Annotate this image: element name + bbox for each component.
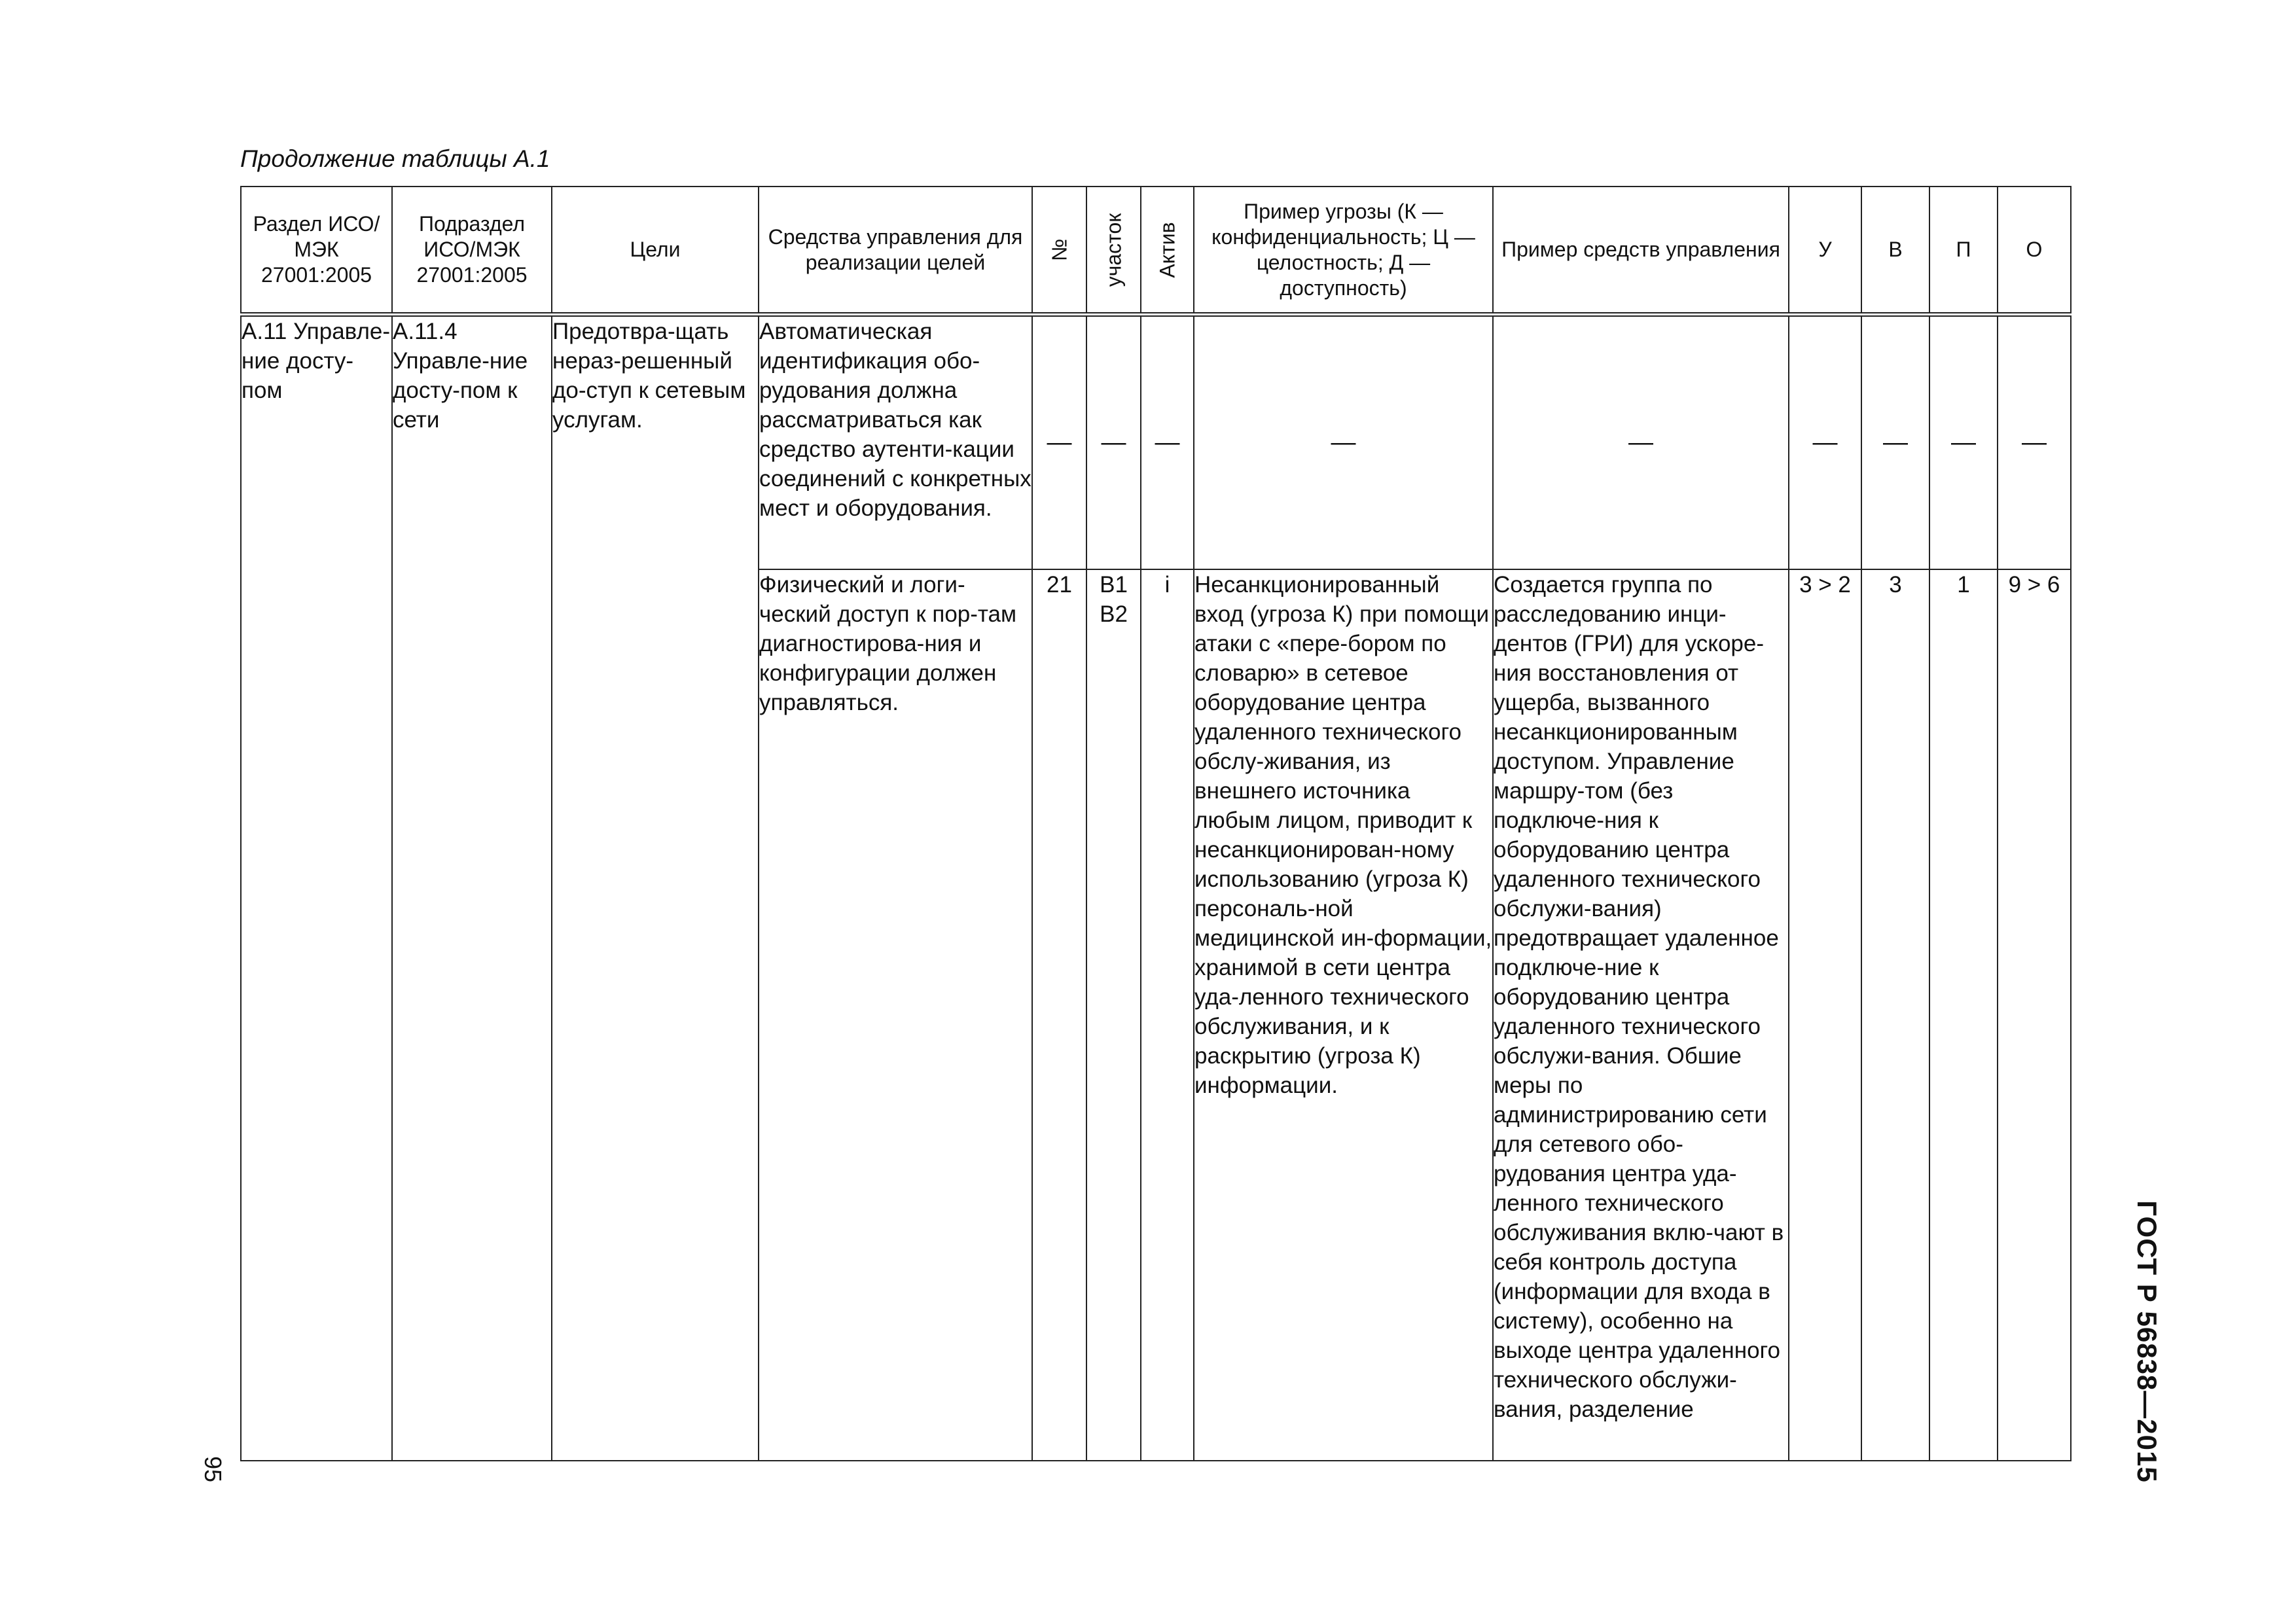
page-number: 95 — [200, 1455, 226, 1483]
header-goals: Цели — [552, 187, 759, 315]
goals-cell: Предотвра-щать нераз-решенный до-ступ к сетевым услугам. — [552, 315, 759, 1461]
table-row — [241, 315, 2071, 570]
header-v: В — [1861, 187, 1929, 315]
header-asset: Актив — [1141, 187, 1194, 315]
u-cell: — — [1789, 315, 1861, 570]
threat-table — [240, 186, 2072, 1461]
header-row — [241, 187, 2071, 315]
p-cell: 1 — [1929, 569, 1998, 1461]
o-cell: — — [1998, 315, 2071, 570]
asset-cell: i — [1141, 569, 1194, 1461]
p-cell: — — [1929, 315, 1998, 570]
header-control-example: Пример средств управления — [1493, 187, 1789, 315]
site-cell: В1 В2 — [1086, 569, 1141, 1461]
number-cell: — — [1032, 315, 1086, 570]
control-example-cell: — — [1493, 315, 1789, 570]
document-code: ГОСТ Р 56838—2015 — [2132, 1200, 2162, 1483]
o-cell: 9 > 6 — [1998, 569, 2071, 1461]
controls-cell: Физический и логи-ческий доступ к пор-там диагностирова-ния и конфигурации должен управляться. — [759, 569, 1032, 1461]
header-o: О — [1998, 187, 2071, 315]
table-caption: Продолжение таблицы А.1 — [240, 145, 550, 172]
header-u: У — [1789, 187, 1861, 315]
site-cell: — — [1086, 315, 1141, 570]
threat-cell: Несанкционированный вход (угроза К) при помощи атаки с «пере-бором по словарю» в сетевое оборудование центра удаленного технического обслу-живания, из внешнего источника любым лицом, приводит к несанкционирован-ному использованию (угроза К) персональ-ной медицинской ин-формации, хранимой в сети центра уда-ленного технического обслуживания, и к раскрытию (угроза К) информации. — [1194, 569, 1493, 1461]
v-cell: 3 — [1861, 569, 1929, 1461]
header-threat: Пример угрозы (К — конфиденциальность; Ц — целостность; Д — доступность) — [1194, 187, 1493, 315]
controls-cell: Автоматическая идентификация обо-рудования должна рассматриваться как средство аутенти-кации соединений с конкретных мест и оборудования. — [759, 315, 1032, 570]
header-section: Раздел ИСО/МЭК 27001:2005 — [241, 187, 392, 315]
u-cell: 3 > 2 — [1789, 569, 1861, 1461]
header-number: № — [1032, 187, 1086, 315]
control-example-cell: Создается группа по расследованию инци-дентов (ГРИ) для ускоре-ния восстановления от ущерба, вызванного несанкционированным доступом. Управление маршру-том (без подключе-ния к оборудованию центра удаленного технического обслужи-вания) предотвращает удаленное подключе-ние к оборудованию центра удаленного технического обслужи-вания. Обшие меры по администрированию сети для сетевого обо-рудования центра уда-ленного технического обслуживания вклю-чают в себя контроль доступа (информации для входа в систему), особенно на выходе центра удаленного технического обслужи-вания, разделение — [1493, 569, 1789, 1461]
section-cell: А.11 Управле-ние досту-пом — [241, 315, 392, 1461]
subsection-cell: А.11.4 Управле-ние досту-пом к сети — [392, 315, 552, 1461]
asset-cell: — — [1141, 315, 1194, 570]
threat-cell: — — [1194, 315, 1493, 570]
header-subsection: Подраздел ИСО/МЭК 27001:2005 — [392, 187, 552, 315]
header-controls: Средства управления для реализации целей — [759, 187, 1032, 315]
header-site: участок — [1086, 187, 1141, 315]
header-p: П — [1929, 187, 1998, 315]
v-cell: — — [1861, 315, 1929, 570]
number-cell: 21 — [1032, 569, 1086, 1461]
